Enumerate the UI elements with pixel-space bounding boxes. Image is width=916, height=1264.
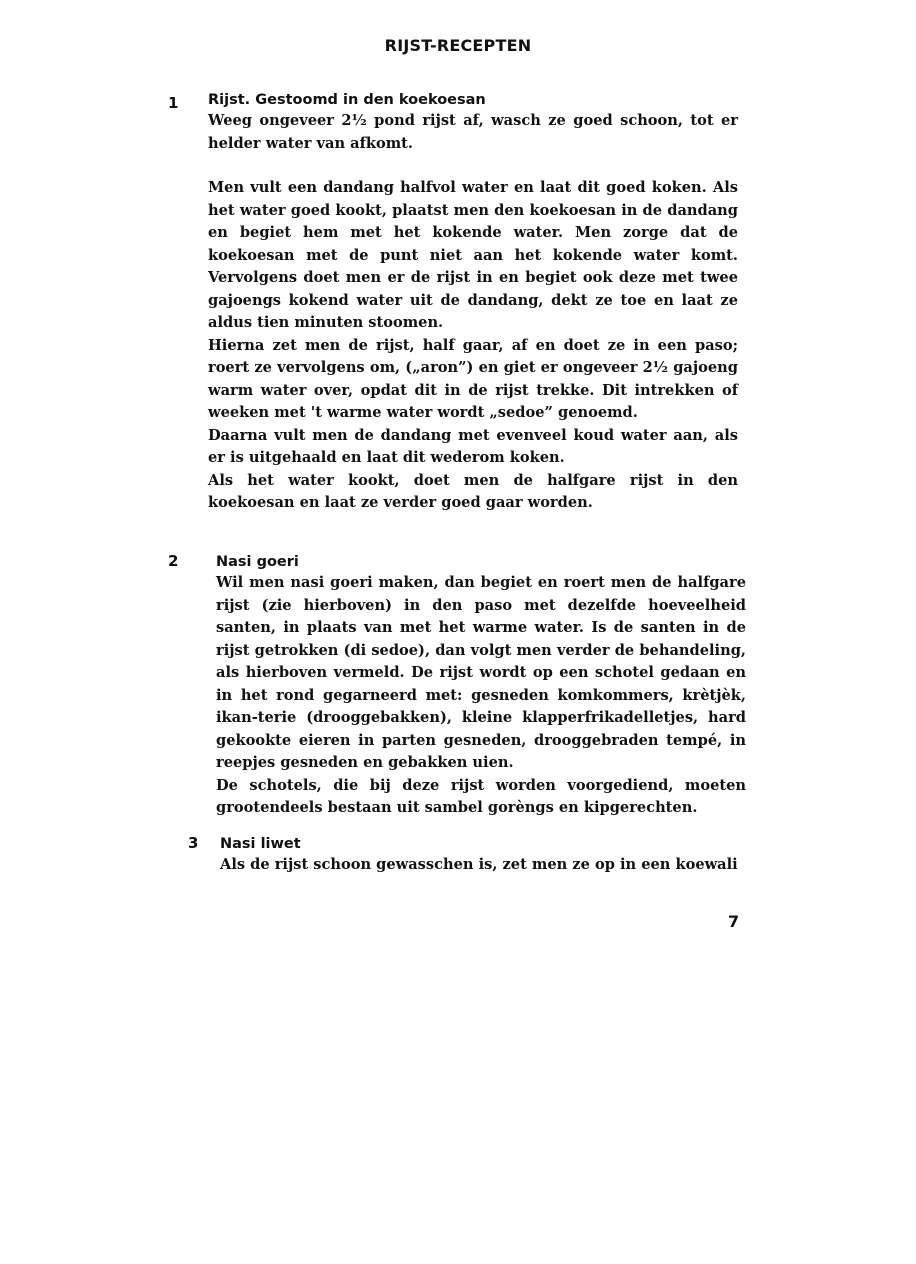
recipe-1 xyxy=(168,90,748,530)
recipe-paragraph: Men vult een dandang halfvol water en laat dit goed koken. Als het water goed kookt, plaatst men den koekoesan in de dandang en begiet hem met het kokende water. Men zorge dat de koekoesan met de punt niet aan het kokende water komt. Vervolgens doet men er de rijst in en begiet ook deze met twee gajoengs kokend water uit de dandang, dekt ze toe en laat ze aldus tien minuten stoomen. xyxy=(208,179,738,331)
recipe-number: 3 xyxy=(188,834,199,852)
page-number: 7 xyxy=(728,912,740,931)
recipe-paragraph: Daarna vult men de dandang met evenveel koud water aan, als er is uitgehaald en laat dit wederom koken. xyxy=(208,426,738,466)
recipe-number: 2 xyxy=(168,552,179,570)
recipe-paragraph: Als het water kookt, doet men de halfgare rijst in den koekoesan en laat ze verder goed gaar worden. xyxy=(208,471,738,511)
recipe-paragraph: De schotels, die bij deze rijst worden voorgediend, moeten grootendeels bestaan uit sambel gorèngs en kipgerechten. xyxy=(216,776,746,816)
recipe-body xyxy=(216,552,746,820)
recipe-number: 1 xyxy=(168,94,179,112)
page-header: RIJST-RECEPTEN xyxy=(384,36,532,55)
recipe-paragraph: Wil men nasi goeri maken, dan begiet en roert men de halfgare rijst (zie hierboven) in den paso met dezelfde hoeveelheid santen, in plaats van met het warme water. Is de santen in de rijst getrokken (di sedoe), dan volgt men verder de behandeling, als hierboven vermeld. De rijst wordt op een schotel gedaan en in het rond gegarneerd met: gesneden komkommers, krètjèk, ikan-terie (drooggebakken), kleine klapperfrikadelletjes, hard gekookte eieren in parten gesneden, drooggebraden tempé, in reepjes gesneden en gebakken uien. xyxy=(216,574,746,771)
recipe-paragraph: Hierna zet men de rijst, half gaar, af en doet ze in een paso; roert ze vervolgens om, („aron”) en giet er ongeveer 2½ gajoeng warm water over, opdat dit in de rijst trekke. Dit intrekken of weeken met 't warme water wordt „sedoe” genoemd. xyxy=(208,336,738,421)
recipe-body xyxy=(220,834,750,877)
recipe-title: Nasi liwet xyxy=(220,836,301,852)
recipe-paragraph: Weeg ongeveer 2½ pond rijst af, wasch ze goed schoon, tot er helder water van afkomt. xyxy=(208,112,738,152)
recipe-body xyxy=(208,90,738,515)
recipe-2 xyxy=(168,552,748,822)
recipe-title: Rijst. Gestoomd in den koekoesan xyxy=(208,92,486,108)
recipe-paragraph: Als de rijst schoon gewasschen is, zet men ze op in een koewali xyxy=(220,856,738,873)
recipe-3 xyxy=(168,834,748,894)
recipe-title: Nasi goeri xyxy=(216,554,299,570)
